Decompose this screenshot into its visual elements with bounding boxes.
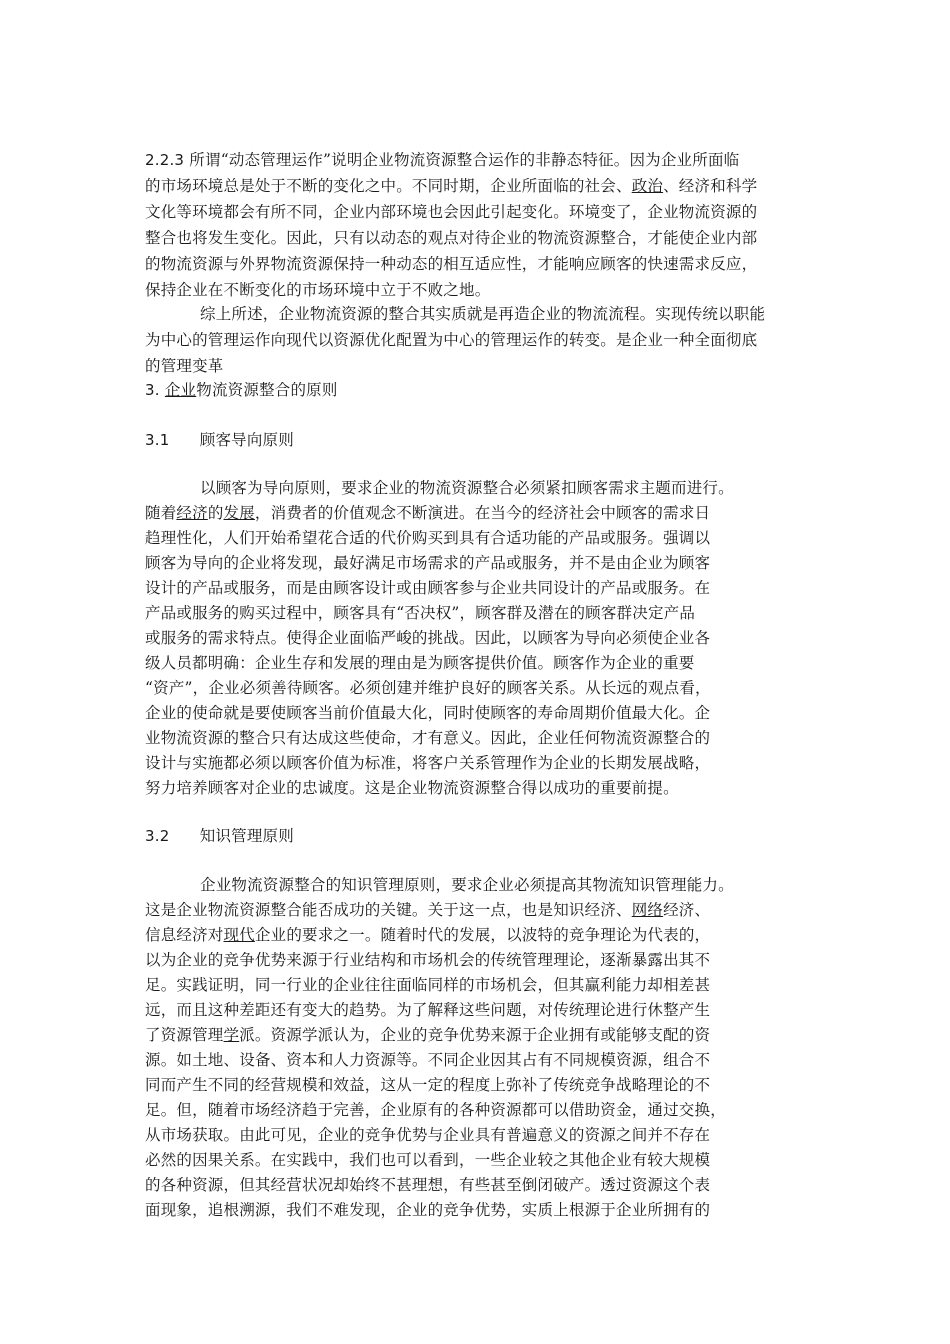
text-segment: 源。如土地、设备、资本和人力资源等。不同企业因其占有不同规模资源，组合不	[145, 1051, 711, 1069]
text-line	[145, 1000, 710, 1020]
hyperlink[interactable]: 学	[223, 1026, 240, 1044]
text-line	[145, 1075, 710, 1095]
text-line	[145, 1125, 710, 1145]
hyperlink[interactable]: 现代	[223, 926, 255, 944]
text-segment: 趋理性化，人们开始希望花合适的代价购买到具有合适功能的产品或服务。强调以	[145, 529, 711, 547]
text-segment: 顾客为导向的企业将发现，最好满足市场需求的产品或服务，并不是由企业为顾客	[145, 554, 711, 572]
text-line	[145, 176, 757, 196]
text-segment: 整合也将发生变化。因此，只有以动态的观点对待企业的物流资源整合，才能使企业内部	[145, 229, 758, 247]
text-segment: 这是企业物流资源整合能否成功的关键。关于这一点，也是知识经济、	[145, 901, 632, 919]
text-segment: 远，而且这种差距还有变大的趋势。为了解释这些问题，对传统理论进行休整产生	[145, 1001, 711, 1019]
text-segment: 经济、	[663, 901, 711, 919]
hyperlink[interactable]: 经济	[176, 504, 208, 522]
text-line	[145, 1175, 710, 1195]
heading-title: 知识管理原则	[199, 827, 294, 845]
text-segment: 产品或服务的购买过程中，顾客具有“否决权”，顾客群及潜在的顾客群决定产品	[145, 604, 696, 622]
text-segment: 努力培养顾客对企业的忠诚度。这是企业物流资源整合得以成功的重要前提。	[145, 779, 679, 797]
text-line	[145, 578, 710, 598]
text-line	[145, 228, 757, 248]
text-segment: 派。资源学派认为，企业的竞争优势来源于企业拥有或能够支配的资	[239, 1026, 711, 1044]
text-line	[145, 703, 710, 723]
text-line	[145, 254, 757, 274]
section-number: 2.2.3	[145, 151, 185, 169]
text-segment: “资产”，企业必须善待顾客。必须创建并维护良好的顾客关系。从长远的观点看，	[145, 679, 711, 697]
text-line	[145, 950, 710, 970]
text-segment: 足。但，随着市场经济趋于完善，企业原有的各种资源都可以借助资金，通过交换，	[145, 1101, 726, 1119]
text-line	[145, 1050, 710, 1070]
text-line	[200, 875, 734, 895]
text-line	[145, 728, 710, 748]
text-segment: ，消费者的价值观念不断演进。在当今的经济社会中顾客的需求日	[254, 504, 711, 522]
text-segment: 企业的使命就是要使顾客当前价值最大化，同时使顾客的寿命周期价值最大化。企	[145, 704, 711, 722]
text-segment: 业物流资源的整合只有达成这些使命，才有意义。因此，企业任何物流资源整合的	[145, 729, 711, 747]
text-line	[145, 1150, 710, 1170]
heading-section-3-2	[145, 826, 294, 846]
text-line	[145, 356, 224, 376]
text-segment: 以为企业的竞争优势来源于行业结构和市场机会的传统管理理论，逐渐暴露出其不	[145, 951, 711, 969]
text-line	[145, 330, 757, 350]
heading-number: 3.	[145, 381, 160, 399]
text-line	[200, 478, 734, 498]
text-segment: 面现象，追根溯源，我们不难发现，企业的竞争优势，实质上根源于企业所拥有的	[145, 1201, 711, 1219]
text-segment: 以顾客为导向原则，要求企业的物流资源整合必须紧扣顾客需求主题而进行。	[200, 479, 734, 497]
text-segment: 同而产生不同的经营规模和效益，这从一定的程度上弥补了传统竞争战略理论的不	[145, 1076, 711, 1094]
text-line	[145, 603, 695, 623]
text-segment: 或服务的需求特点。使得企业面临严峻的挑战。因此，以顾客为导向必须使企业各	[145, 629, 711, 647]
text-segment: 了资源管理	[145, 1026, 224, 1044]
text-segment: 级人员都明确：企业生存和发展的理由是为顾客提供价值。顾客作为企业的重要	[145, 654, 695, 672]
text-segment: 为中心的管理运作向现代以资源优化配置为中心的管理运作的转变。是企业一种全面彻底	[145, 331, 758, 349]
heading-section-3	[145, 380, 338, 400]
text-line	[145, 900, 710, 920]
text-segment: 足。实践证明，同一行业的企业往往面临同样的市场机会，但其赢利能力却相差甚	[145, 976, 711, 994]
text-line	[145, 150, 739, 170]
text-line	[145, 753, 710, 773]
text-segment: 综上所述，企业物流资源的整合其实质就是再造企业的物流流程。实现传统以职能	[200, 305, 766, 323]
hyperlink[interactable]: 发展	[223, 504, 255, 522]
text-line	[145, 528, 710, 548]
text-segment: 企业物流资源整合的知识管理原则，要求企业必须提高其物流知识管理能力。	[200, 876, 734, 894]
text-segment: 所谓“动态管理运作”说明企业物流资源整合运作的非静态特征。因为企业所面临	[184, 151, 740, 169]
hyperlink[interactable]: 政治	[631, 177, 664, 195]
text-line	[145, 975, 710, 995]
heading-title: 顾客导向原则	[199, 431, 294, 449]
text-segment: 的管理变革	[145, 357, 224, 375]
text-line	[145, 503, 710, 523]
text-segment: 必然的因果关系。在实践中，我们也可以看到，一些企业较之其他企业有较大规模	[145, 1151, 711, 1169]
link-enterprise[interactable]: 企业	[164, 381, 197, 399]
text-segment: 文化等环境都会有所不同，企业内部环境也会因此引起变化。环境变了，企业物流资源的	[145, 203, 758, 221]
text-line	[145, 280, 490, 300]
hyperlink[interactable]: 网络	[631, 901, 664, 919]
text-segment: 的市场环境总是处于不断的变化之中。不同时期，企业所面临的社会、	[145, 177, 632, 195]
text-segment: 企业的要求之一。随着时代的发展，以波特的竞争理论为代表的，	[254, 926, 711, 944]
text-line	[145, 202, 757, 222]
text-line	[145, 553, 710, 573]
text-segment: 设计的产品或服务，而是由顾客设计或由顾客参与企业共同设计的产品或服务。在	[145, 579, 711, 597]
text-segment: 信息经济对	[145, 926, 224, 944]
text-line	[145, 678, 711, 698]
text-line	[145, 778, 679, 798]
heading-section-3-1	[145, 430, 294, 450]
text-line	[200, 304, 765, 324]
text-segment: 从市场获取。由此可见，企业的竞争优势与企业具有普遍意义的资源之间并不存在	[145, 1126, 711, 1144]
text-line	[145, 628, 710, 648]
text-line	[145, 925, 710, 945]
text-segment: 的	[207, 504, 224, 522]
text-line	[145, 1200, 710, 1220]
text-line	[145, 1100, 726, 1120]
text-segment: 设计与实施都必须以顾客价值为标准，将客户关系管理作为企业的长期发展战略，	[145, 754, 711, 772]
heading-number: 3.1	[145, 431, 170, 449]
text-segment: 随着	[145, 504, 177, 522]
text-segment: 的各种资源，但其经营状况却始终不甚理想，有些甚至倒闭破产。透过资源这个表	[145, 1176, 711, 1194]
text-segment: 保持企业在不断变化的市场环境中立于不败之地。	[145, 281, 491, 299]
text-line	[145, 653, 695, 673]
text-line	[145, 1025, 710, 1045]
heading-number: 3.2	[145, 827, 170, 845]
text-segment: 、经济和科学	[663, 177, 758, 195]
text-segment: 的物流资源与外界物流资源保持一种动态的相互适应性，才能响应顾客的快速需求反应，	[145, 255, 758, 273]
heading-title: 物流资源整合的原则	[196, 381, 338, 399]
